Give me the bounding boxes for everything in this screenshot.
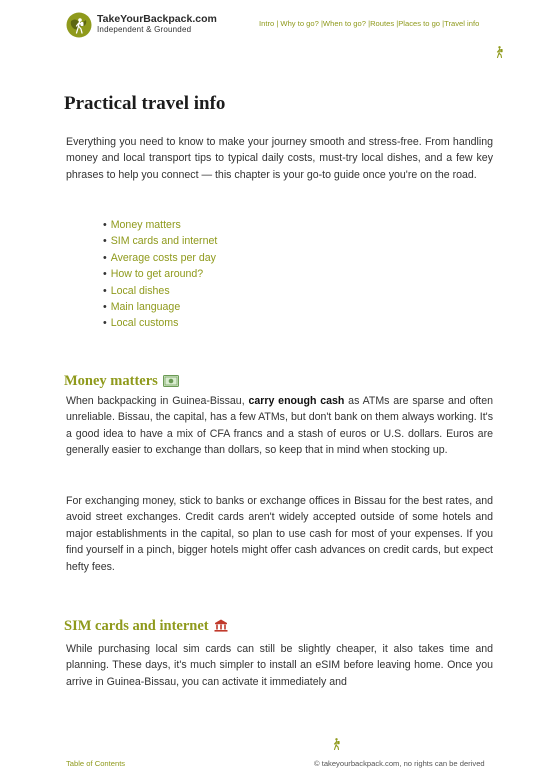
brand-subtitle: Independent & Grounded xyxy=(97,25,192,34)
page-header xyxy=(0,0,550,50)
sim-cards-heading xyxy=(64,618,228,635)
toc-item-sim-cards: • SIM cards and internet xyxy=(103,235,218,248)
nav-travel-info[interactable]: Travel info xyxy=(444,19,480,28)
toc-item-average-costs: • Average costs per day xyxy=(103,251,216,264)
money-p1-text-b: as ATMs are sparse and often unreliable. Bissau, the capital, has a few ATMs, but don't bank on them always working. It's a good idea to have a mix of CFA francs and a stash of euros or U.S. dollars. Euros are generally easier to exchange than dollars, so keep that in mind when stocking up. xyxy=(66,395,494,457)
toc-link-main-language[interactable]: Main language xyxy=(110,301,181,314)
brand-title: TakeYourBackpack.com xyxy=(97,13,217,25)
table-of-contents-link[interactable]: Table of Contents xyxy=(66,759,126,768)
money-bill-icon xyxy=(163,375,179,387)
nav-routes[interactable]: Routes xyxy=(370,19,395,28)
footer-hiker-icon xyxy=(332,738,342,750)
globe-logo-icon xyxy=(66,12,92,38)
hiker-icon xyxy=(495,46,505,58)
brand[interactable] xyxy=(97,13,217,35)
toc-link-sim-cards[interactable]: SIM cards and internet xyxy=(110,235,218,248)
top-navigation: Intro | Why to go? |When to go? |Routes |Places to go |Travel info xyxy=(259,19,480,28)
page-title: Practical travel info xyxy=(64,93,226,114)
toc-link-local-customs[interactable]: Local customs xyxy=(110,317,179,330)
nav-when-to-go[interactable]: When to go? xyxy=(322,19,366,28)
table-of-contents-list xyxy=(103,217,217,332)
money-matters-heading xyxy=(64,373,179,390)
bank-icon xyxy=(214,619,228,632)
nav-why-to-go[interactable]: Why to go? xyxy=(280,19,319,28)
toc-item-local-dishes: • Local dishes xyxy=(103,284,170,297)
sim-paragraph-1: While purchasing local sim cards can still be slightly cheaper, it also takes time and planning. These days, it's much simpler to install an eSIM before leaving home. Once you arrive in Guinea-Bissau, you can activate it immediately and xyxy=(66,643,493,688)
toc-link-local-dishes[interactable]: Local dishes xyxy=(110,284,170,297)
sim-cards-heading-text: SIM cards and internet xyxy=(64,618,209,634)
toc-item-main-language: • Main language xyxy=(103,301,181,314)
toc-item-get-around: • How to get around? xyxy=(103,268,204,281)
copyright-notice: © takeyourbackpack.com, no rights can be derived xyxy=(314,759,485,768)
nav-places-to-go[interactable]: Places to go xyxy=(398,19,441,28)
intro-paragraph: Everything you need to know to make your journey smooth and stress-free. From handling money and local transport tips to typical daily costs, must-try local dishes, and a few key phrases to help you connect — this chapter is your go-to guide once you're on the road. xyxy=(66,136,493,181)
money-matters-heading-text: Money matters xyxy=(64,373,158,389)
money-highlight-carry-cash: carry enough cash xyxy=(248,395,345,407)
money-p1-text-a: When backpacking in Guinea-Bissau, xyxy=(66,395,249,407)
toc-link-money-matters[interactable]: Money matters xyxy=(110,219,181,231)
toc-item-money-matters: • Money matters xyxy=(103,219,181,231)
toc-link-get-around[interactable]: How to get around? xyxy=(110,268,204,281)
nav-intro[interactable]: Intro xyxy=(259,19,275,28)
toc-item-local-customs: • Local customs xyxy=(103,317,179,330)
money-paragraph-2: For exchanging money, stick to banks or exchange offices in Bissau for the best rates, and avoid street exchanges. Credit cards aren't widely accepted outside of some hotels and major establishments in the capital, so plan to use cash for most of your expenses. If you find yourself in a pinch, bigger hotels might offer cash advances on credit cards, but expect hefty fees. xyxy=(66,495,493,573)
toc-link-average-costs[interactable]: Average costs per day xyxy=(110,251,216,264)
money-paragraph-1 xyxy=(66,393,493,459)
